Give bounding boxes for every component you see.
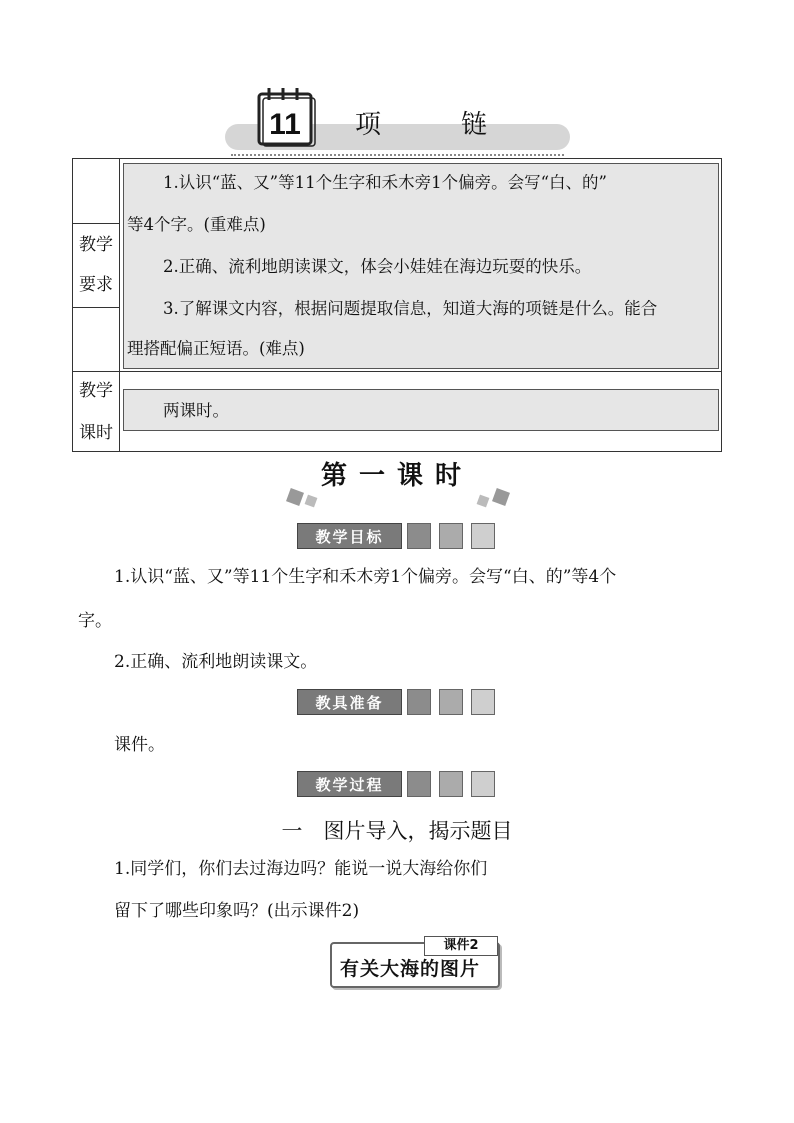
table-row-divider — [73, 371, 721, 372]
step1-heading: 一 图片导入，揭示题目 — [281, 819, 513, 843]
label-process-text: 教学过程 — [297, 771, 402, 797]
step1-line: 1.同学们，你们去过海边吗？能说一说大海给你们 — [114, 859, 488, 879]
decor-square — [305, 495, 318, 508]
goal-line: 字。 — [78, 611, 112, 631]
lesson-header — [225, 84, 570, 158]
lesson-title-char-1: 项 — [355, 110, 382, 140]
label-tools-text: 教具准备 — [297, 689, 402, 715]
decor-square — [477, 495, 490, 508]
lesson-number: 11 — [269, 108, 301, 141]
requirements-table — [72, 158, 722, 452]
label-square — [407, 771, 431, 797]
label-square — [407, 689, 431, 715]
courseware-title: 有关大海的图片 — [340, 958, 481, 980]
requirement-line: 3.了解课文内容，根据问题提取信息，知道大海的项链是什么。能合 — [163, 299, 658, 318]
row2-label-line2: 课时 — [79, 423, 113, 443]
requirement-line: 等4个字。(重难点) — [127, 215, 266, 234]
table-inner-line — [73, 307, 119, 308]
row1-label-line2: 要求 — [79, 275, 113, 295]
table-column-divider — [119, 159, 120, 451]
requirement-line: 理搭配偏正短语。(难点) — [127, 339, 305, 358]
label-square — [439, 689, 463, 715]
label-square — [471, 689, 495, 715]
courseware-tag: 课件2 — [424, 936, 498, 956]
label-square — [439, 771, 463, 797]
table-inner-line — [73, 223, 119, 224]
label-goals-text: 教学目标 — [297, 523, 402, 549]
tools-text: 课件。 — [114, 735, 165, 755]
label-square — [407, 523, 431, 549]
label-square — [439, 523, 463, 549]
step1-line: 留下了哪些印象吗？(出示课件2) — [114, 901, 360, 921]
courseware-card — [330, 936, 502, 990]
lesson-title-char-2: 链 — [461, 110, 488, 140]
requirement-line: 1.认识“蓝、又”等11个生字和禾木旁1个偏旁。会写“白、的” — [163, 173, 607, 192]
class-hours-text: 两课时。 — [163, 401, 229, 420]
goal-line: 1.认识“蓝、又”等11个生字和禾木旁1个偏旁。会写“白、的”等4个 — [114, 567, 617, 587]
label-square — [471, 771, 495, 797]
requirement-line: 2.正确、流利地朗读课文，体会小娃娃在海边玩耍的快乐。 — [163, 257, 592, 276]
calendar-icon — [255, 86, 317, 148]
section-title: 第一课时 — [320, 461, 473, 491]
goal-line: 2.正确、流利地朗读课文。 — [114, 652, 318, 672]
label-square — [471, 523, 495, 549]
row1-label-line1: 教学 — [79, 235, 113, 255]
row2-label-line1: 教学 — [79, 381, 113, 401]
